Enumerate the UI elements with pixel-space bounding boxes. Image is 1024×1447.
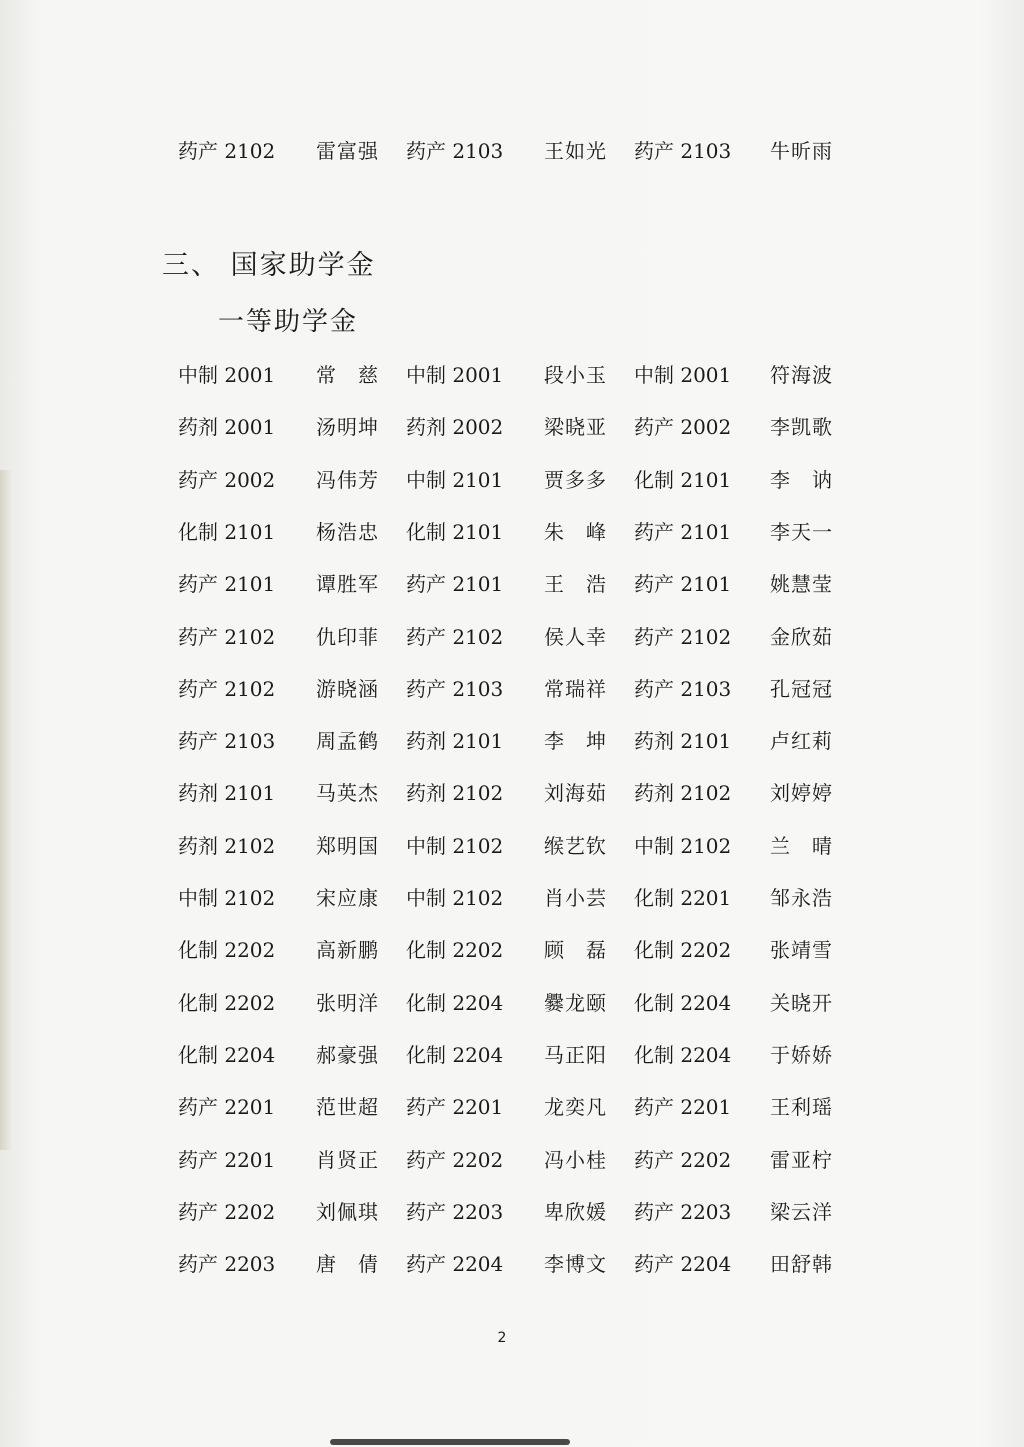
class-cell: 药产 2201: [406, 1095, 504, 1119]
list-row: [0, 412, 1024, 442]
subsection-title: 一等助学金: [218, 307, 359, 337]
class-cell: 药剂 2101: [634, 729, 732, 753]
class-cell: 药产 2203: [178, 1252, 276, 1276]
class-cell: 药产 2002: [178, 468, 276, 492]
name-cell: 高新鹏: [316, 938, 379, 962]
name-cell: 范世超: [316, 1095, 379, 1119]
list-row: [0, 1092, 1024, 1122]
section-title: 三、 国家助学金: [162, 250, 376, 281]
list-row: [0, 726, 1024, 756]
class-cell: 药产 2101: [634, 520, 732, 544]
name-cell: 兰 晴: [770, 834, 833, 858]
class-cell: 化制 2101: [178, 520, 276, 544]
name-cell: 爨龙颐: [544, 991, 607, 1015]
class-cell: 化制 2204: [634, 1043, 732, 1067]
name-cell: 田舒韩: [770, 1252, 833, 1276]
list-row: [0, 517, 1024, 547]
name-cell: 杨浩忠: [316, 520, 379, 544]
name-cell: 马英杰: [316, 781, 379, 805]
scan-bottom-mark: [330, 1439, 570, 1445]
name-cell: 唐 倩: [316, 1252, 379, 1276]
name-cell: 李天一: [770, 520, 833, 544]
class-cell: 药产 2002: [634, 415, 732, 439]
page-number: 2: [497, 1330, 507, 1346]
class-cell: 化制 2204: [634, 991, 732, 1015]
class-cell: 中制 2001: [178, 363, 276, 387]
class-cell: 中制 2102: [406, 886, 504, 910]
name-cell: 侯人幸: [544, 625, 607, 649]
name-cell: 游晓涵: [316, 677, 379, 701]
name-cell: 朱 峰: [544, 520, 607, 544]
name-cell: 刘海茹: [544, 781, 607, 805]
name-cell: 冯小桂: [544, 1148, 607, 1172]
class-cell: 化制 2101: [634, 468, 732, 492]
name-cell: 郝豪强: [316, 1043, 379, 1067]
class-cell: 药产 2103: [406, 139, 504, 163]
name-cell: 谭胜军: [316, 572, 379, 596]
class-cell: 中制 2102: [406, 834, 504, 858]
list-row: [0, 360, 1024, 390]
list-row: [0, 935, 1024, 965]
class-cell: 药剂 2102: [634, 781, 732, 805]
class-cell: 药剂 2101: [406, 729, 504, 753]
name-cell: 雷亚柠: [770, 1148, 833, 1172]
name-cell: 姚慧莹: [770, 572, 833, 596]
name-cell: 周孟鹤: [316, 729, 379, 753]
class-cell: 药剂 2102: [178, 834, 276, 858]
class-cell: 药产 2102: [634, 625, 732, 649]
list-row: [0, 1145, 1024, 1175]
name-cell: 梁晓亚: [544, 415, 607, 439]
list-row: [0, 988, 1024, 1018]
name-cell: 王如光: [544, 139, 607, 163]
class-cell: 药产 2202: [634, 1148, 732, 1172]
class-cell: 药产 2103: [634, 677, 732, 701]
class-cell: 中制 2001: [634, 363, 732, 387]
class-cell: 药产 2103: [178, 729, 276, 753]
name-cell: 肖贤正: [316, 1148, 379, 1172]
name-cell: 雷富强: [316, 139, 379, 163]
class-cell: 化制 2204: [178, 1043, 276, 1067]
list-row: [0, 569, 1024, 599]
class-cell: 药产 2101: [634, 572, 732, 596]
name-cell: 龙奕凡: [544, 1095, 607, 1119]
name-cell: 邹永浩: [770, 886, 833, 910]
name-cell: 牛昕雨: [770, 139, 833, 163]
list-row-top: [0, 136, 1024, 166]
name-cell: 符海波: [770, 363, 833, 387]
class-cell: 药产 2101: [178, 572, 276, 596]
class-cell: 化制 2101: [406, 520, 504, 544]
list-row: [0, 1040, 1024, 1070]
class-cell: 药产 2203: [634, 1200, 732, 1224]
name-cell: 常 慈: [316, 363, 379, 387]
class-cell: 化制 2202: [178, 991, 276, 1015]
class-cell: 药产 2102: [178, 625, 276, 649]
name-cell: 肖小芸: [544, 886, 607, 910]
list-row: [0, 1197, 1024, 1227]
name-cell: 宋应康: [316, 886, 379, 910]
name-cell: 缑艺钦: [544, 834, 607, 858]
class-cell: 化制 2202: [406, 938, 504, 962]
name-cell: 刘婷婷: [770, 781, 833, 805]
list-row: [0, 883, 1024, 913]
list-row: [0, 831, 1024, 861]
class-cell: 中制 2102: [634, 834, 732, 858]
name-cell: 段小玉: [544, 363, 607, 387]
name-cell: 刘佩琪: [316, 1200, 379, 1224]
list-row: [0, 465, 1024, 495]
name-cell: 汤明坤: [316, 415, 379, 439]
class-cell: 化制 2204: [406, 991, 504, 1015]
name-cell: 卑欣媛: [544, 1200, 607, 1224]
class-cell: 药剂 2101: [178, 781, 276, 805]
name-cell: 马正阳: [544, 1043, 607, 1067]
name-cell: 冯伟芳: [316, 468, 379, 492]
name-cell: 孔冠冠: [770, 677, 833, 701]
class-cell: 药产 2202: [178, 1200, 276, 1224]
list-row: [0, 674, 1024, 704]
name-cell: 王 浩: [544, 572, 607, 596]
name-cell: 李博文: [544, 1252, 607, 1276]
class-cell: 化制 2202: [178, 938, 276, 962]
class-cell: 药产 2201: [634, 1095, 732, 1119]
class-cell: 药产 2204: [406, 1252, 504, 1276]
class-cell: 中制 2101: [406, 468, 504, 492]
list-row: [0, 1249, 1024, 1279]
name-cell: 仇印菲: [316, 625, 379, 649]
class-cell: 药产 2102: [178, 677, 276, 701]
class-cell: 药剂 2102: [406, 781, 504, 805]
class-cell: 药剂 2001: [178, 415, 276, 439]
name-cell: 常瑞祥: [544, 677, 607, 701]
name-cell: 梁云洋: [770, 1200, 833, 1224]
class-cell: 化制 2202: [634, 938, 732, 962]
name-cell: 李 坤: [544, 729, 607, 753]
name-cell: 李 讷: [770, 468, 833, 492]
list-row: [0, 622, 1024, 652]
list-row: [0, 778, 1024, 808]
class-cell: 药产 2201: [178, 1148, 276, 1172]
name-cell: 贾多多: [544, 468, 607, 492]
name-cell: 金欣茹: [770, 625, 833, 649]
class-cell: 药产 2103: [406, 677, 504, 701]
class-cell: 药剂 2002: [406, 415, 504, 439]
name-cell: 顾 磊: [544, 938, 607, 962]
class-cell: 中制 2102: [178, 886, 276, 910]
name-cell: 关晓开: [770, 991, 833, 1015]
class-cell: 药产 2103: [634, 139, 732, 163]
class-cell: 中制 2001: [406, 363, 504, 387]
name-cell: 郑明国: [316, 834, 379, 858]
class-cell: 化制 2204: [406, 1043, 504, 1067]
class-cell: 药产 2201: [178, 1095, 276, 1119]
class-cell: 药产 2204: [634, 1252, 732, 1276]
name-cell: 王利瑶: [770, 1095, 833, 1119]
class-cell: 药产 2102: [406, 625, 504, 649]
class-cell: 药产 2203: [406, 1200, 504, 1224]
name-cell: 张明洋: [316, 991, 379, 1015]
name-cell: 于娇娇: [770, 1043, 833, 1067]
name-cell: 张靖雪: [770, 938, 833, 962]
name-cell: 卢红莉: [770, 729, 833, 753]
class-cell: 化制 2201: [634, 886, 732, 910]
class-cell: 药产 2102: [178, 139, 276, 163]
class-cell: 药产 2101: [406, 572, 504, 596]
class-cell: 药产 2202: [406, 1148, 504, 1172]
name-cell: 李凯歌: [770, 415, 833, 439]
